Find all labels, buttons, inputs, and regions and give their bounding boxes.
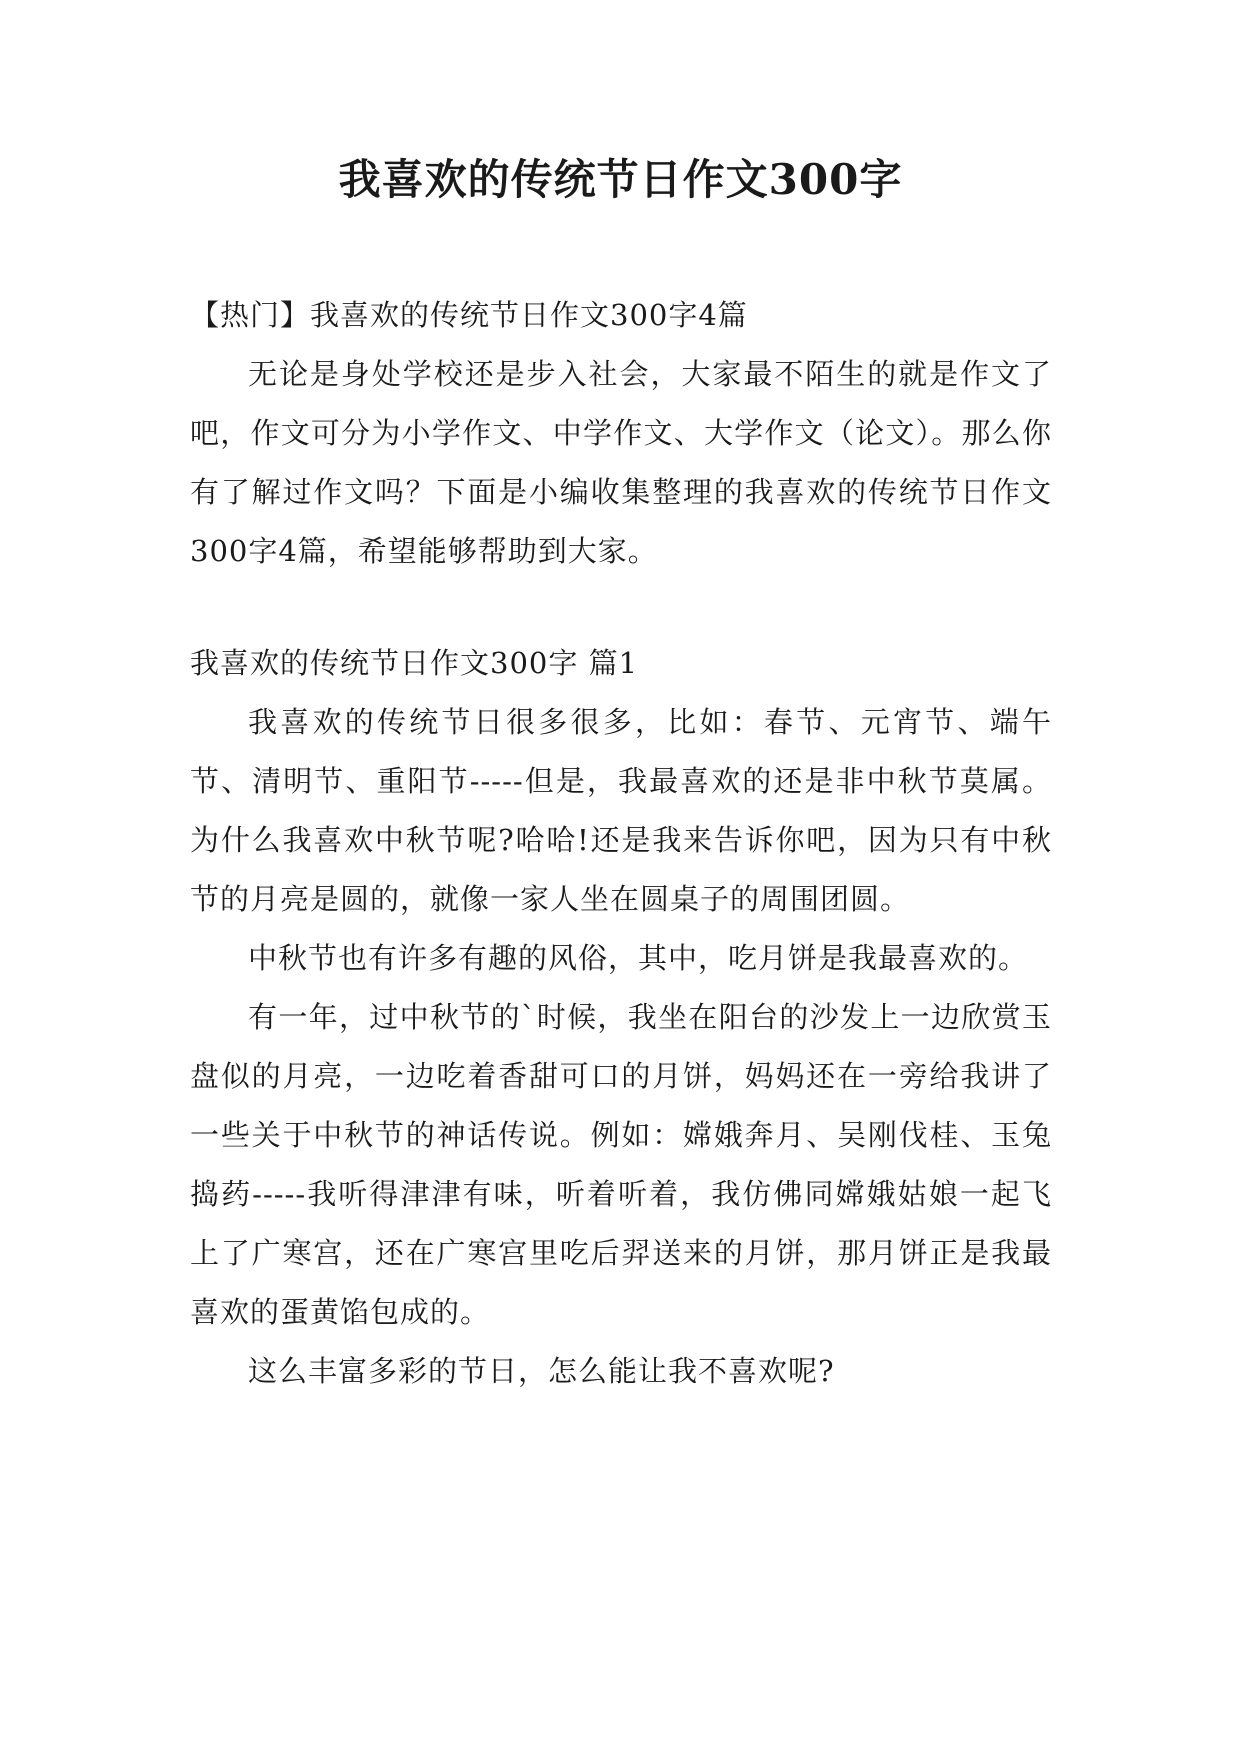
body-paragraph-4: 这么丰富多彩的节日，怎么能让我不喜欢呢? — [248, 1354, 835, 1388]
document-title: 我喜欢的传统节日作文300字 — [338, 155, 903, 204]
body-paragraph-3: 有一年，过中秋节的`时候，我坐在阳台的沙发上一边欣赏玉盘似的月亮，一边吃着香甜可口的月饼，妈妈还在一旁给我讲了一些关于中秋节的神话传说。例如：嫦娥奔月、吴刚伐桂、玉兔捣药-----我听得津津有味，听着听着，我仿佛同嫦娥姑娘一起飞上了广寒宫，还在广寒宫里吃后羿送来的月饼，那月饼正是我最喜欢的蛋黄馅包成的。 — [190, 1000, 1052, 1329]
body-paragraph-2: 中秋节也有许多有趣的风俗，其中，吃月饼是我最喜欢的。 — [248, 941, 1029, 975]
section-spacer — [190, 581, 1052, 634]
document-body — [190, 286, 1052, 1401]
intro-paragraph: 无论是身处学校还是步入社会，大家最不陌生的就是作文了吧，作文可分为小学作文、中学作文、大学作文（论文）。那么你有了解过作文吗？下面是小编收集整理的我喜欢的传统节日作文300字4篇，希望能够帮助到大家。 — [190, 357, 1052, 568]
section-heading: 我喜欢的传统节日作文300字 篇1 — [190, 646, 639, 680]
body-paragraph-1: 我喜欢的传统节日很多很多，比如：春节、元宵节、端午节、清明节、重阳节-----但是，我最喜欢的还是非中秋节莫属。为什么我喜欢中秋节呢?哈哈!还是我来告诉你吧，因为只有中秋节的月亮是圆的，就像一家人坐在圆桌子的周围团圆。 — [190, 705, 1052, 916]
intro-heading: 【热门】我喜欢的传统节日作文300字4篇 — [190, 298, 748, 332]
